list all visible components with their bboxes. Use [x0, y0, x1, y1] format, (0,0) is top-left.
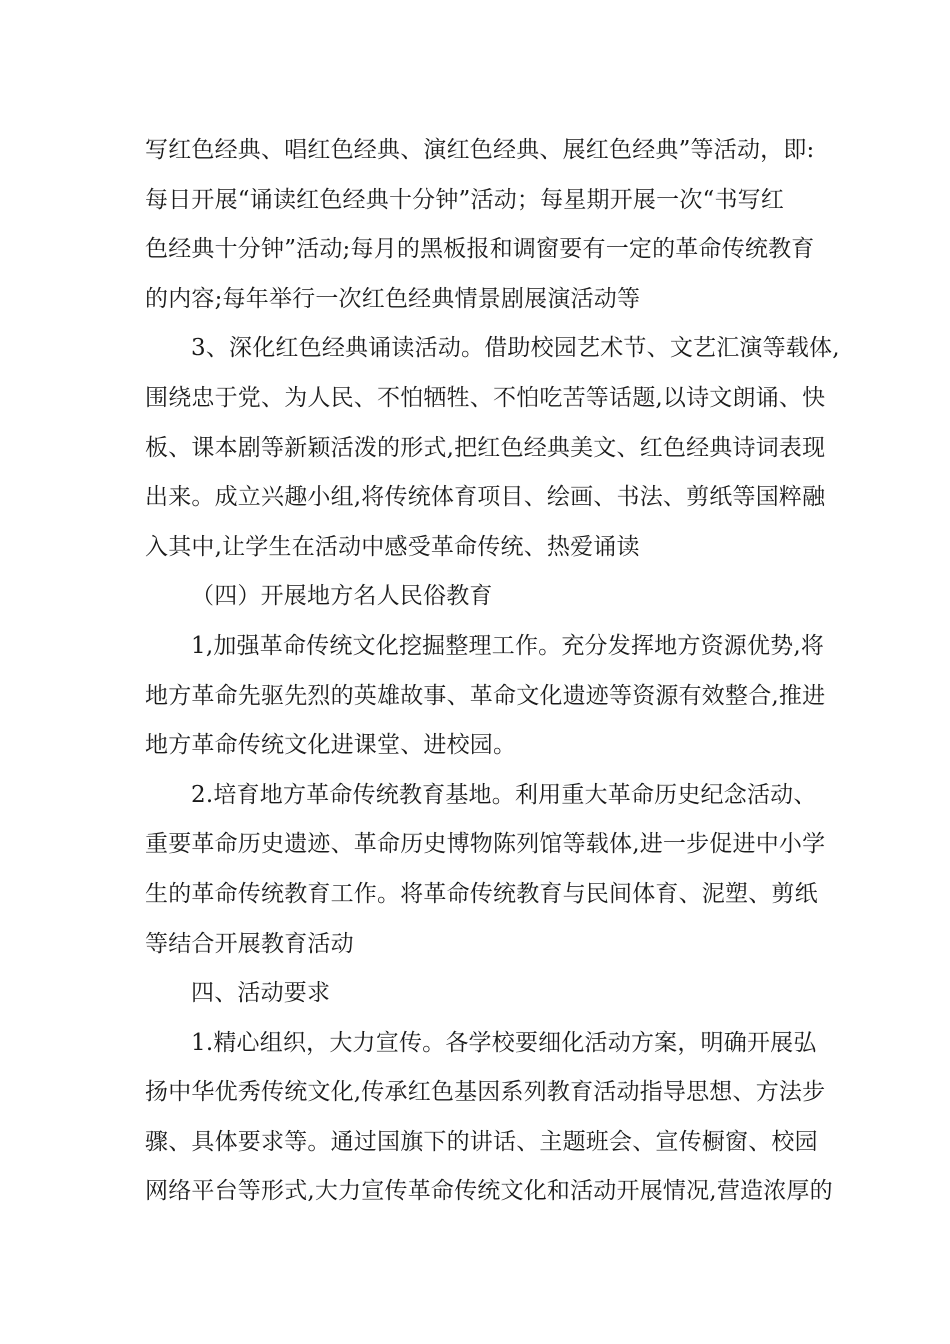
text-line: 每日开展“诵读红色经典十分钟”活动；每星期开展一次“书写红 [145, 186, 785, 213]
text-line: 四、活动要求 [191, 980, 331, 1007]
text-line: 板、课本剧等新颖活泼的形式,把红色经典美文、红色经典诗词表现 [145, 434, 826, 461]
text-line: 的内容;每年举行一次红色经典情景剧展演活动等 [145, 285, 641, 312]
text-line: 地方革命先驱先烈的英雄故事、革命文化遗迹等资源有效整合,推进 [145, 682, 826, 709]
text-line: 2.培育地方革命传统教育基地。利用重大革命历史纪念活动、 [191, 781, 817, 808]
text-line: 1.精心组织，大力宣传。各学校要细化活动方案，明确开展弘 [191, 1029, 817, 1056]
text-line: 地方革命传统文化进课堂、进校园。 [145, 732, 517, 759]
text-line: 生的革命传统教育工作。将革命传统教育与民间体育、泥塑、剪纸 [145, 880, 818, 907]
text-line: 围绕忠于党、为人民、不怕牺牲、不怕吃苦等话题,以诗文朗诵、快 [145, 384, 826, 411]
text-line: 入其中,让学生在活动中感受革命传统、热爱诵读 [145, 533, 640, 560]
text-line: 出来。成立兴趣小组,将传统体育项目、绘画、书法、剪纸等国粹融 [145, 484, 826, 511]
text-line: 重要革命历史遗迹、革命历史博物陈列馆等载体,进一步促进中小学 [145, 831, 826, 858]
text-line: 网络平台等形式,大力宣传革命传统文化和活动开展情况,营造浓厚的 [145, 1178, 833, 1205]
text-line: 写红色经典、唱红色经典、演红色经典、展红色经典”等活动，即: [145, 137, 815, 163]
text-line: 1,加强革命传统文化挖掘整理工作。充分发挥地方资源优势,将 [191, 632, 825, 659]
text-line: （四）开展地方名人民俗教育 [191, 583, 493, 610]
text-line: 等结合开展教育活动 [145, 930, 354, 957]
text-line: 色经典十分钟”活动;每月的黑板报和调窗要有一定的革命传统教育 [145, 236, 815, 263]
text-line: 骤、具体要求等。通过国旗下的讲话、主题班会、宣传橱窗、校园 [145, 1128, 818, 1155]
document-body [145, 126, 840, 1217]
text-line: 扬中华优秀传统文化,传承红色基因系列教育活动指导思想、方法步 [145, 1079, 826, 1106]
text-line: 3、深化红色经典诵读活动。借助校园艺术节、文艺汇演等载体, [191, 335, 840, 362]
